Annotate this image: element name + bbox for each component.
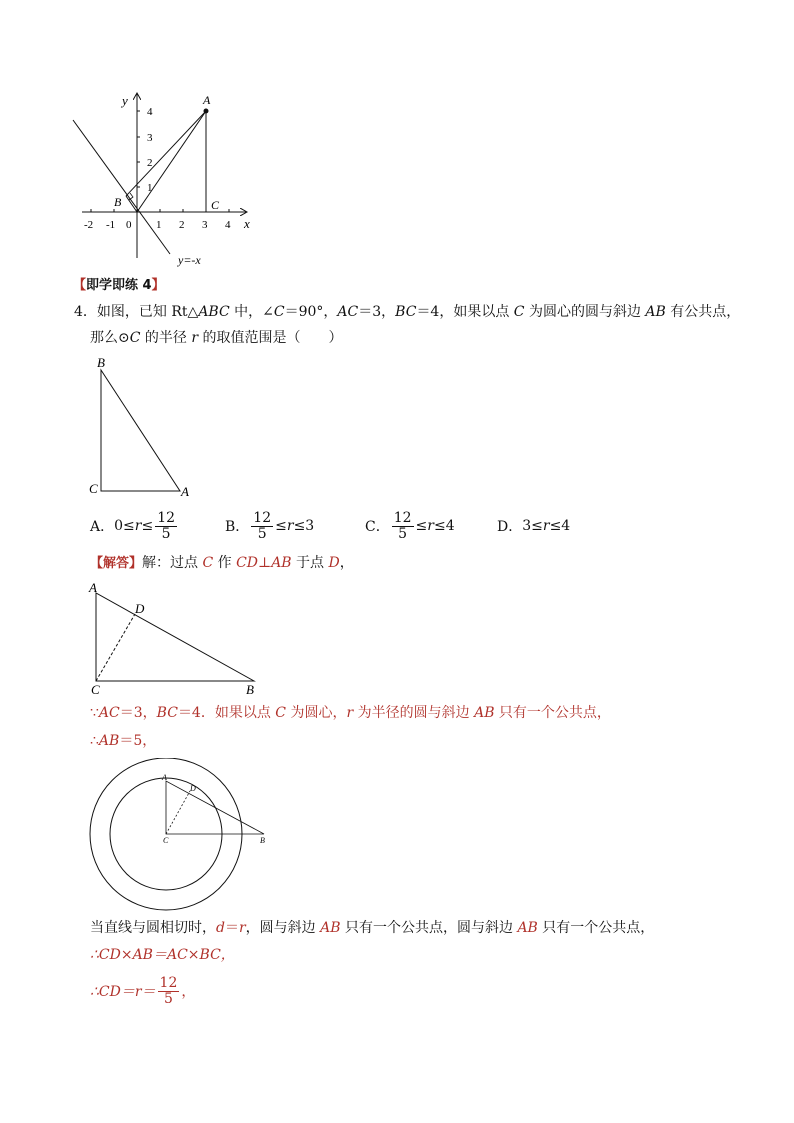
label-y: y	[122, 93, 128, 108]
option-text: ≤	[141, 518, 154, 534]
denominator: 5	[161, 525, 171, 542]
denominator: 5	[257, 525, 267, 542]
s-text: 当直线与圆相切时，	[90, 920, 216, 936]
altitude-figure	[85, 578, 265, 698]
s-text: ＝	[224, 920, 239, 936]
s-var: D	[328, 555, 340, 571]
denominator: 5	[398, 525, 408, 542]
radius-CD	[166, 791, 190, 834]
q-var: C	[273, 304, 285, 320]
label-C: C	[163, 836, 169, 845]
option-var: r	[134, 518, 142, 534]
q-text: 如图，已知 Rt△	[96, 304, 199, 320]
label-D: D	[135, 601, 145, 616]
option-var: r	[286, 518, 294, 534]
label-C: C	[89, 481, 98, 496]
label-B: B	[246, 682, 254, 697]
q-text: 的半径	[140, 330, 192, 346]
q-text: 为圆心的圆与斜边	[524, 304, 646, 320]
option-c[interactable]	[365, 508, 455, 544]
s-text: ，	[181, 984, 196, 1000]
solution-line-product: ∴CD×AB＝AC×BC，	[90, 947, 235, 963]
q-var: r	[191, 330, 199, 346]
solution-head: 【解答】	[90, 556, 143, 571]
s-var: d	[216, 920, 225, 936]
label-C: C	[91, 682, 100, 697]
label-A: A	[203, 93, 211, 107]
q-var: C	[513, 304, 525, 320]
fraction	[251, 511, 273, 542]
s-text: 为半径的圆与斜边	[353, 705, 475, 721]
s-var: BC	[156, 705, 178, 721]
option-letter: A．	[90, 519, 115, 535]
label-C: C	[211, 198, 220, 212]
solution-line-tangent	[90, 918, 654, 938]
option-a[interactable]	[90, 508, 179, 544]
option-var: r	[427, 518, 434, 534]
label-A: A	[181, 484, 189, 499]
s-var: r	[238, 920, 246, 936]
segment-BA	[126, 111, 206, 196]
s-var: C	[275, 705, 287, 721]
q-text: 的取值范围是（ ）	[198, 330, 343, 346]
tick-label-x-1: -1	[106, 219, 116, 231]
tick-label-y3: 3	[147, 132, 153, 144]
tick-label-y4: 4	[147, 106, 153, 118]
solution-intro	[90, 553, 354, 574]
tick-label-x0: 0	[126, 219, 132, 231]
option-letter: B．	[225, 519, 250, 535]
tick-label-x4: 4	[225, 219, 231, 231]
option-b[interactable]	[225, 508, 314, 544]
label-x: x	[244, 216, 250, 231]
fraction	[392, 511, 414, 542]
s-text: 只有一个公共点，	[537, 920, 655, 936]
numerator: 12	[159, 974, 178, 991]
label-A: A	[89, 580, 97, 595]
question-line-2	[90, 328, 343, 348]
label-B: B	[97, 355, 105, 370]
s-text: ＝3，	[119, 705, 157, 721]
s-var: r	[346, 705, 354, 721]
s-text: 于点	[291, 555, 329, 571]
label-D: D	[190, 784, 196, 793]
fraction	[158, 976, 180, 1007]
q-text: 中，∠	[229, 304, 274, 320]
triangle-BCA	[101, 370, 180, 491]
q-text: 有公共点，	[665, 304, 741, 320]
option-letter: D．	[497, 519, 523, 535]
circle-figure	[85, 758, 275, 913]
bracket-close: 】	[151, 278, 165, 293]
tick-label-y1: 1	[147, 182, 153, 194]
option-var: r	[542, 518, 550, 534]
question-line-1	[74, 302, 740, 322]
q-var: AB	[645, 304, 666, 320]
q-text: ＝4，如果以点	[416, 304, 514, 320]
s-text: ∵	[90, 705, 99, 721]
q-var: C	[129, 330, 141, 346]
solution-line-because	[90, 703, 611, 723]
triangle-ACB	[96, 593, 254, 681]
triangle-ACB	[166, 781, 264, 834]
solution-line-cd	[90, 972, 195, 1010]
s-text: 作	[213, 555, 237, 571]
option-text: ≤4	[433, 518, 455, 534]
coordinate-figure	[60, 88, 270, 270]
s-var: CD⊥AB	[236, 555, 292, 571]
q-text: ＝90°，	[284, 304, 338, 320]
tick-label-y2: 2	[147, 157, 153, 169]
tick-label-x-2: -2	[84, 219, 94, 231]
numerator: 12	[393, 509, 412, 526]
label-B: B	[260, 836, 265, 845]
point-A	[204, 109, 209, 114]
bracket-open: 【	[73, 278, 87, 293]
s-var: AB	[98, 733, 120, 749]
s-var: AC	[98, 705, 120, 721]
s-var: C	[202, 555, 214, 571]
s-text: ，	[339, 555, 354, 571]
practice-title: 即学即练 4	[86, 278, 152, 293]
s-text: ，圆与斜边	[245, 920, 321, 936]
s-text: 解：过点	[142, 555, 203, 571]
s-text: ＝5，	[119, 733, 157, 749]
option-letter: C．	[365, 519, 390, 535]
s-text: 只有一个公共点，	[494, 705, 611, 721]
label-B: B	[114, 195, 122, 209]
q-var: AC	[337, 304, 359, 320]
altitude-CD	[96, 614, 135, 681]
option-text: ≤	[275, 518, 287, 534]
tick-label-x2: 2	[179, 219, 185, 231]
q-var: BC	[395, 304, 417, 320]
line-y-neg-x	[73, 120, 170, 254]
s-text: ∴	[90, 733, 99, 749]
numerator: 12	[253, 509, 272, 526]
label-A: A	[162, 773, 167, 782]
tick-label-x1: 1	[156, 219, 162, 231]
triangle-figure	[85, 352, 200, 500]
tick-label-x3: 3	[202, 219, 208, 231]
q-text: ＝3，	[358, 304, 396, 320]
s-text: 只有一个公共点，圆与斜边	[340, 920, 518, 936]
s-text: ＝4．如果以点	[177, 705, 276, 721]
s-var: AB	[320, 920, 341, 936]
numerator: 12	[157, 509, 176, 526]
s-var: AB	[474, 705, 495, 721]
option-d[interactable]	[497, 508, 570, 544]
s-text: ∴CD＝r＝	[90, 984, 156, 1000]
option-text: ≤	[415, 518, 428, 534]
option-text: 0≤	[114, 518, 135, 534]
option-text: 3≤	[522, 518, 543, 534]
q-var: ABC	[198, 304, 230, 320]
q-text: 那么⊙	[90, 330, 130, 346]
solution-line-ab	[90, 731, 156, 751]
denominator: 5	[164, 990, 173, 1007]
question-number: 4．	[74, 304, 97, 320]
option-text: ≤3	[293, 518, 315, 534]
option-text: ≤4	[549, 518, 571, 534]
s-var: AB	[517, 920, 538, 936]
s-text: 为圆心，	[286, 705, 347, 721]
line-label: y=-x	[178, 253, 201, 267]
fraction	[155, 511, 177, 542]
practice-header	[73, 274, 165, 293]
